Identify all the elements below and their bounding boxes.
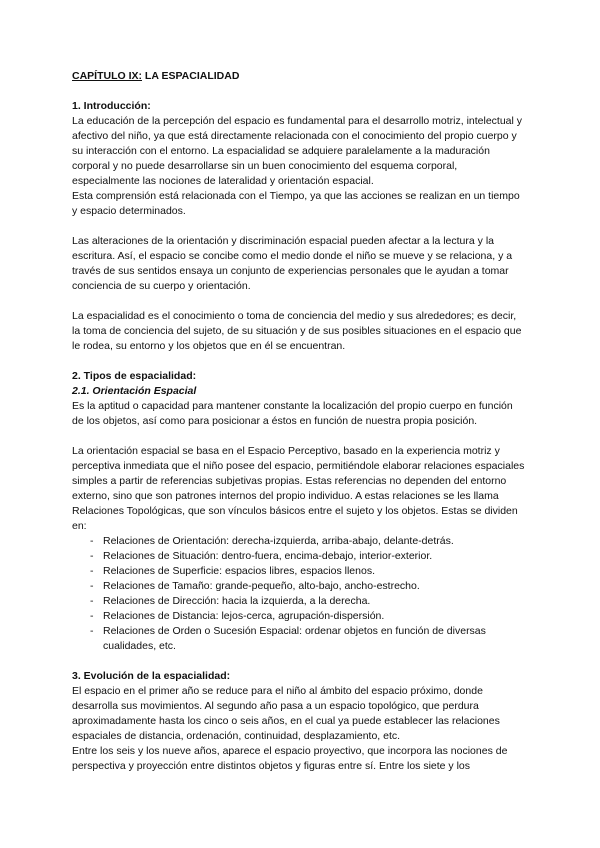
paragraph: Esta comprensión está relacionada con el Tiempo, ya que las acciones se realizan en un tiempo y espacio determinados.: [72, 190, 520, 217]
section-heading-evolucion: 3. Evolución de la espacialidad:: [72, 670, 231, 682]
list-dash: -: [90, 550, 94, 562]
paragraph: Entre los seis y los nueve años, aparece el espacio proyectivo, que incorpora las nociones de perspectiva y proyección entre distintos objetos y figuras entre sí. Entre los siete y los: [72, 745, 508, 772]
subsection-heading-orientacion: 2.1. Orientación Espacial: [72, 385, 197, 397]
list-item: - Relaciones de Tamaño: grande-pequeño, alto-bajo, ancho-estrecho.: [90, 580, 420, 592]
paragraph: El espacio en el primer año se reduce para el niño al ámbito del espacio próximo, donde desarrolla sus movimientos. Al segundo año pasa a un espacio topológico, que perdura aproximadamente hasta los cinco o seis años, en el cual ya puede establecer las relaciones espaciales de distancia, ordenación, continuidad, desplazamiento, etc.: [72, 685, 500, 742]
list-dash: -: [90, 595, 94, 607]
chapter-title: [72, 69, 527, 84]
section-heading-introduccion: 1. Introducción:: [72, 100, 151, 112]
list-dash: -: [90, 565, 94, 577]
paragraph: Es la aptitud o capacidad para mantener constante la localización del propio cuerpo en función de los objetos, así como para posicionar a éstos en función de nuestra propia posición.: [72, 400, 513, 427]
document-body: [72, 69, 527, 774]
chapter-label: CAPÍTULO IX:: [72, 70, 142, 82]
list-item: - Relaciones de Dirección: hacia la izquierda, a la derecha.: [90, 595, 371, 607]
list-item: - Relaciones de Superficie: espacios libres, espacios llenos.: [90, 565, 375, 577]
list-item: - Relaciones de Orientación: derecha-izquierda, arriba-abajo, delante-detrás.: [90, 535, 454, 547]
paragraph: La educación de la percepción del espacio es fundamental para el desarrollo motriz, intelectual y afectivo del niño, ya que está directamente relacionada con el conocimiento del propio cuerpo y su interacción con el entorno. La espacialidad se adquiere paralelamente a la maduración corporal y no puede desarrollarse sin un buen conocimiento del esquema corporal, especialmente las nociones de lateralidad y orientación espacial.: [72, 115, 523, 187]
list-dash: -: [90, 625, 94, 637]
list-dash: -: [90, 610, 94, 622]
list-dash: -: [90, 535, 94, 547]
paragraph: La orientación espacial se basa en el Espacio Perceptivo, basado en la experiencia motriz y perceptiva inmediata que el niño posee del espacio, permitiéndole elaborar relaciones espaciales simples a partir de referencias subjetivas propias. Estas referencias no dependen del entorno externo, sino que son patrones internos del propio individuo. A estas relaciones se les llama Relaciones Topológicas, que son vínculos básicos entre el sujeto y los objetos. Estas se dividen en:: [72, 445, 525, 532]
paragraph: Las alteraciones de la orientación y discriminación espacial pueden afectar a la lectura y la escritura. Así, el espacio se concibe como el medio donde el niño se mueve y se relaciona, y a través de sus sentidos ensaya un conjunto de experiencias personales que le ayudan a tomar conciencia de su cuerpo y orientación.: [72, 235, 513, 292]
list-item: - Relaciones de Orden o Sucesión Espacial: ordenar objetos en función de diversas cualidades, etc.: [90, 625, 486, 652]
list-dash: -: [90, 580, 94, 592]
topological-relations-list: [72, 534, 527, 654]
chapter-name: LA ESPACIALIDAD: [142, 70, 240, 82]
list-item: - Relaciones de Distancia: lejos-cerca, agrupación-dispersión.: [90, 610, 385, 622]
section-heading-tipos: 2. Tipos de espacialidad:: [72, 370, 197, 382]
paragraph: La espacialidad es el conocimiento o toma de conciencia del medio y sus alrededores; es decir, la toma de conciencia del sujeto, de su situación y de sus posibles situaciones en el espacio que le rodea, su entorno y los objetos que en él se encuentran.: [72, 310, 522, 352]
list-item: - Relaciones de Situación: dentro-fuera, encima-debajo, interior-exterior.: [90, 550, 433, 562]
